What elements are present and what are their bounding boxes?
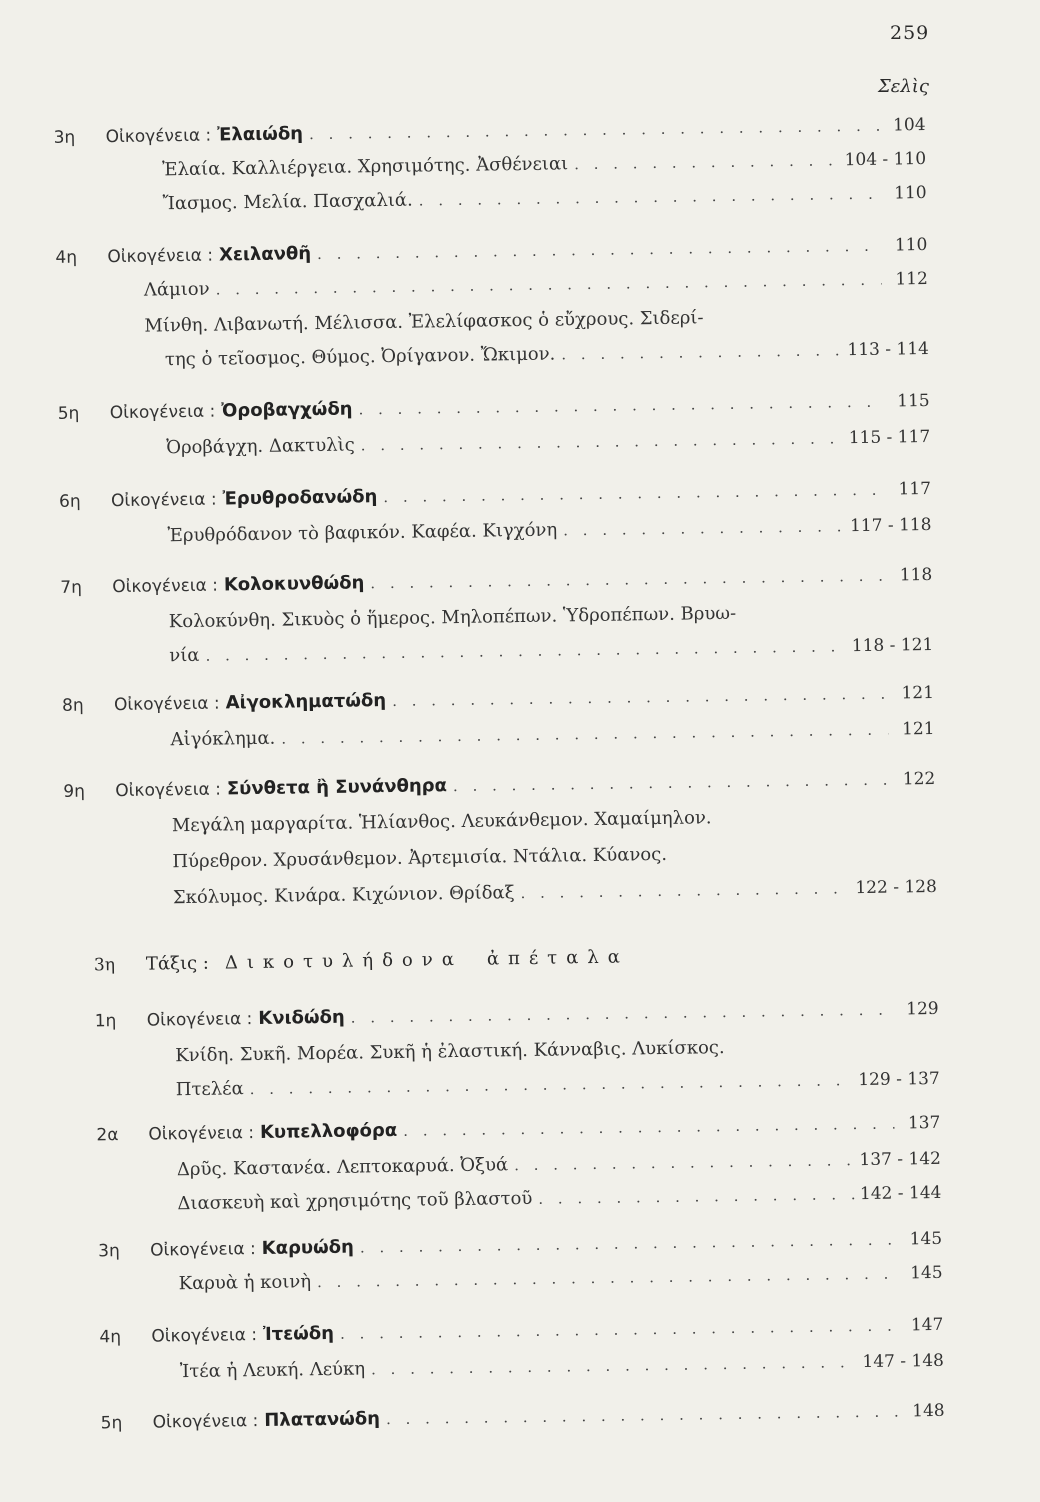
family-label: Οἰκογένεια : <box>112 575 219 598</box>
toc-family-row <box>60 564 932 607</box>
dot-leader <box>317 237 882 263</box>
sub-entry-text: νία <box>169 644 200 667</box>
dot-leader <box>563 517 844 539</box>
page-ref: 117 <box>898 478 932 500</box>
toc-family-row <box>63 768 935 811</box>
toc-family-row <box>59 478 931 521</box>
family-number: 4η <box>55 247 78 268</box>
order-label: Τάξις : <box>145 952 210 975</box>
family-name: Πλατανώδη <box>264 1408 381 1431</box>
sub-entry-text: Ἐλαία. Καλλιέργεια. Χρησιμότης. Ἀσθένειαι <box>161 153 569 181</box>
family-name: Ὀροβαγχώδη <box>221 398 353 422</box>
family-name: Χειλανθῆ <box>218 243 312 266</box>
toc-family-row <box>96 1112 940 1155</box>
dot-leader <box>383 481 885 506</box>
family-name: Κνιδώδη <box>258 1006 345 1029</box>
sub-entry-text: Σκόλυμος. Κινάρα. Κιχώνιον. Θρίδαξ <box>172 882 515 909</box>
page-number: 259 <box>890 22 930 44</box>
page-ref: 145 <box>909 1262 943 1284</box>
dot-leader <box>205 637 846 664</box>
dot-leader <box>574 151 839 173</box>
sub-entry-text: της ὁ τεῖοσμος. Θύμος. Ὀρίγανον. Ὤκιμον. <box>164 343 556 371</box>
page-ref: 147 - 148 <box>862 1350 945 1373</box>
dot-leader <box>386 1403 899 1429</box>
family-number: 2α <box>96 1125 119 1146</box>
dot-leader <box>309 117 880 143</box>
order-number: 3η <box>93 955 116 976</box>
sub-entry-text: Μεγάλη μαργαρίτα. Ἡλίανθος. Λευκάνθεμον. Χαμαίμηλον. <box>171 807 712 837</box>
sub-entry-text: Πτελέα <box>175 1078 244 1101</box>
dot-leader <box>419 185 881 210</box>
dot-leader <box>453 771 890 795</box>
toc-family-row <box>101 1400 945 1443</box>
page-ref: 117 - 118 <box>849 514 932 537</box>
page-ref: 115 <box>897 390 930 412</box>
page-ref: 112 <box>895 268 928 290</box>
toc-sub-row <box>165 338 929 379</box>
page-ref: 118 - 121 <box>851 634 934 657</box>
toc-sub-row <box>180 1350 944 1391</box>
sub-entry-text: Ἐρυθρόδανον τὸ βαφικόν. Καφέα. Κιγχόνη <box>167 519 558 547</box>
page-ref: 129 <box>906 998 939 1020</box>
family-number: 4η <box>99 1327 122 1348</box>
family-label: Οἰκογένεια : <box>150 1239 256 1261</box>
family-name: Κυπελλοφόρα <box>259 1119 398 1143</box>
family-name: Κολοκυνθώδη <box>223 572 365 596</box>
dot-leader <box>392 685 888 710</box>
family-name: Αἰγοκληματώδη <box>225 690 387 714</box>
toc-sub-row <box>173 876 937 917</box>
sub-entry-text: Κολοκύνθη. Σικυὸς ὁ ἥμερος. Μηλοπέπων. Ὑδροπέπων. Βρυω- <box>168 602 737 633</box>
page-ref: 147 <box>910 1314 944 1336</box>
page-ref: 137 <box>907 1112 941 1134</box>
toc-sub-row <box>162 182 926 223</box>
page-ref: 121 <box>901 682 935 704</box>
sub-entry-text: Αἰγόκλημα. <box>170 727 276 751</box>
family-name: Ἰτεώδη <box>262 1322 335 1345</box>
page-ref: 104 - 110 <box>844 148 927 171</box>
dot-leader <box>340 1317 898 1343</box>
toc-sub-row <box>177 1182 941 1223</box>
page-ref: 148 <box>912 1400 945 1422</box>
toc-sub-row <box>172 840 936 881</box>
page-ref: 110 <box>894 234 928 256</box>
toc-family-row <box>62 682 934 725</box>
family-label: Οἰκογένεια : <box>113 693 220 716</box>
toc-family-row <box>99 1314 943 1357</box>
family-number: 8η <box>61 695 84 716</box>
sub-entry-text: Καρυὰ ἡ κοινὴ <box>178 1271 312 1295</box>
dot-leader <box>358 393 883 419</box>
dot-leader <box>514 1151 854 1174</box>
page-ref: 118 <box>899 564 933 586</box>
family-number: 5η <box>100 1413 123 1434</box>
family-number: 6η <box>58 491 81 512</box>
dot-leader <box>317 1265 897 1292</box>
family-name: Ἐρυθροδανώδη <box>222 486 378 510</box>
dot-leader <box>371 1353 857 1378</box>
dot-leader <box>361 429 843 454</box>
toc-sub-row <box>176 1068 940 1109</box>
toc-sub-row <box>172 804 936 845</box>
dot-leader <box>538 1185 854 1208</box>
family-label: Οἰκογένεια : <box>148 1123 255 1145</box>
sub-entry-text: Διασκευὴ καὶ χρησιμότης τοῦ βλαστοῦ <box>177 1187 533 1215</box>
toc-family-row <box>95 998 939 1041</box>
family-label: Οἰκογένεια : <box>151 1325 258 1347</box>
family-name: Ἐλαιώδη <box>217 123 304 146</box>
page-column-header: Σελὶς <box>878 76 929 97</box>
sub-entry-text: Δρῦς. Καστανέα. Λεπτοκαρυά. Ὀξυά <box>176 1154 509 1181</box>
dot-leader <box>520 879 849 902</box>
family-number: 7η <box>60 577 83 598</box>
family-number: 9η <box>63 781 86 802</box>
dot-leader <box>403 1115 894 1140</box>
dot-leader <box>561 341 841 363</box>
order-name-qualifier: ἀπέταλα <box>486 946 630 970</box>
dot-leader <box>370 567 886 593</box>
toc-family-row <box>58 390 930 433</box>
page-ref: 110 <box>893 182 927 204</box>
family-name: Καρυώδη <box>261 1236 355 1259</box>
page-ref: 142 - 144 <box>859 1182 942 1205</box>
family-name: Σύνθετα ἢ Συνάνθηρα <box>226 775 448 800</box>
dot-leader <box>281 721 889 748</box>
toc-sub-row <box>167 514 931 555</box>
toc-order-row <box>94 942 938 985</box>
toc-sub-row <box>169 634 933 675</box>
page-ref: 115 - 117 <box>848 426 931 449</box>
page-ref: 129 - 137 <box>858 1068 940 1091</box>
family-number: 5η <box>57 403 80 424</box>
toc-sub-row <box>170 718 934 759</box>
dot-leader <box>250 1071 853 1098</box>
family-label: Οἰκογένεια : <box>115 779 222 802</box>
page-ref: 122 - 128 <box>855 876 938 899</box>
page-ref: 145 <box>909 1228 943 1250</box>
family-label: Οἰκογένεια : <box>152 1411 259 1433</box>
page-ref: 121 <box>901 718 935 740</box>
toc-sub-row <box>179 1262 943 1303</box>
sub-entry-text: Μίνθη. Λιβανωτή. Μέλισσα. Ἐλελίφασκος ὁ εὔχρους. Σιδερί- <box>144 307 704 337</box>
dot-leader <box>351 1001 893 1027</box>
family-number: 3η <box>53 127 76 148</box>
toc-sub-row <box>166 426 930 467</box>
family-label: Οἰκογένεια : <box>105 125 212 148</box>
sub-entry-text: Ὀροβάγχη. Δακτυλὶς <box>166 434 355 459</box>
sub-entry-text: Πύρεθρον. Χρυσάνθεμον. Ἀρτεμισία. Ντάλια. Κύανος. <box>172 843 668 873</box>
sub-entry-text: Κνίδη. Συκῆ. Μορέα. Συκῆ ἡ ἐλαστική. Κάνναβις. Λυκίσκος. <box>175 1037 725 1067</box>
family-label: Οἰκογένεια : <box>109 401 216 424</box>
family-label: Οἰκογένεια : <box>146 1009 253 1031</box>
sub-entry-text: Ἰτέα ἡ Λευκή. Λεύκη <box>179 1358 366 1383</box>
page-ref: 104 <box>892 114 926 136</box>
page-ref: 137 - 142 <box>859 1148 942 1171</box>
page-ref: 113 - 114 <box>847 338 930 361</box>
dot-leader <box>215 271 881 299</box>
family-label: Οἰκογένεια : <box>110 489 217 512</box>
dot-leader <box>360 1231 896 1257</box>
toc-sub-row <box>144 268 928 310</box>
sub-entry-text: Ἴασμος. Μελία. Πασχαλιά. <box>162 189 413 215</box>
family-label: Οἰκογένεια : <box>107 245 214 268</box>
order-name: Δικοτυλήδονα <box>224 948 464 974</box>
family-number: 3η <box>98 1241 120 1262</box>
page-ref: 122 <box>902 768 936 790</box>
family-number: 1η <box>94 1011 117 1032</box>
sub-entry-text: Λάμιον <box>143 278 210 301</box>
